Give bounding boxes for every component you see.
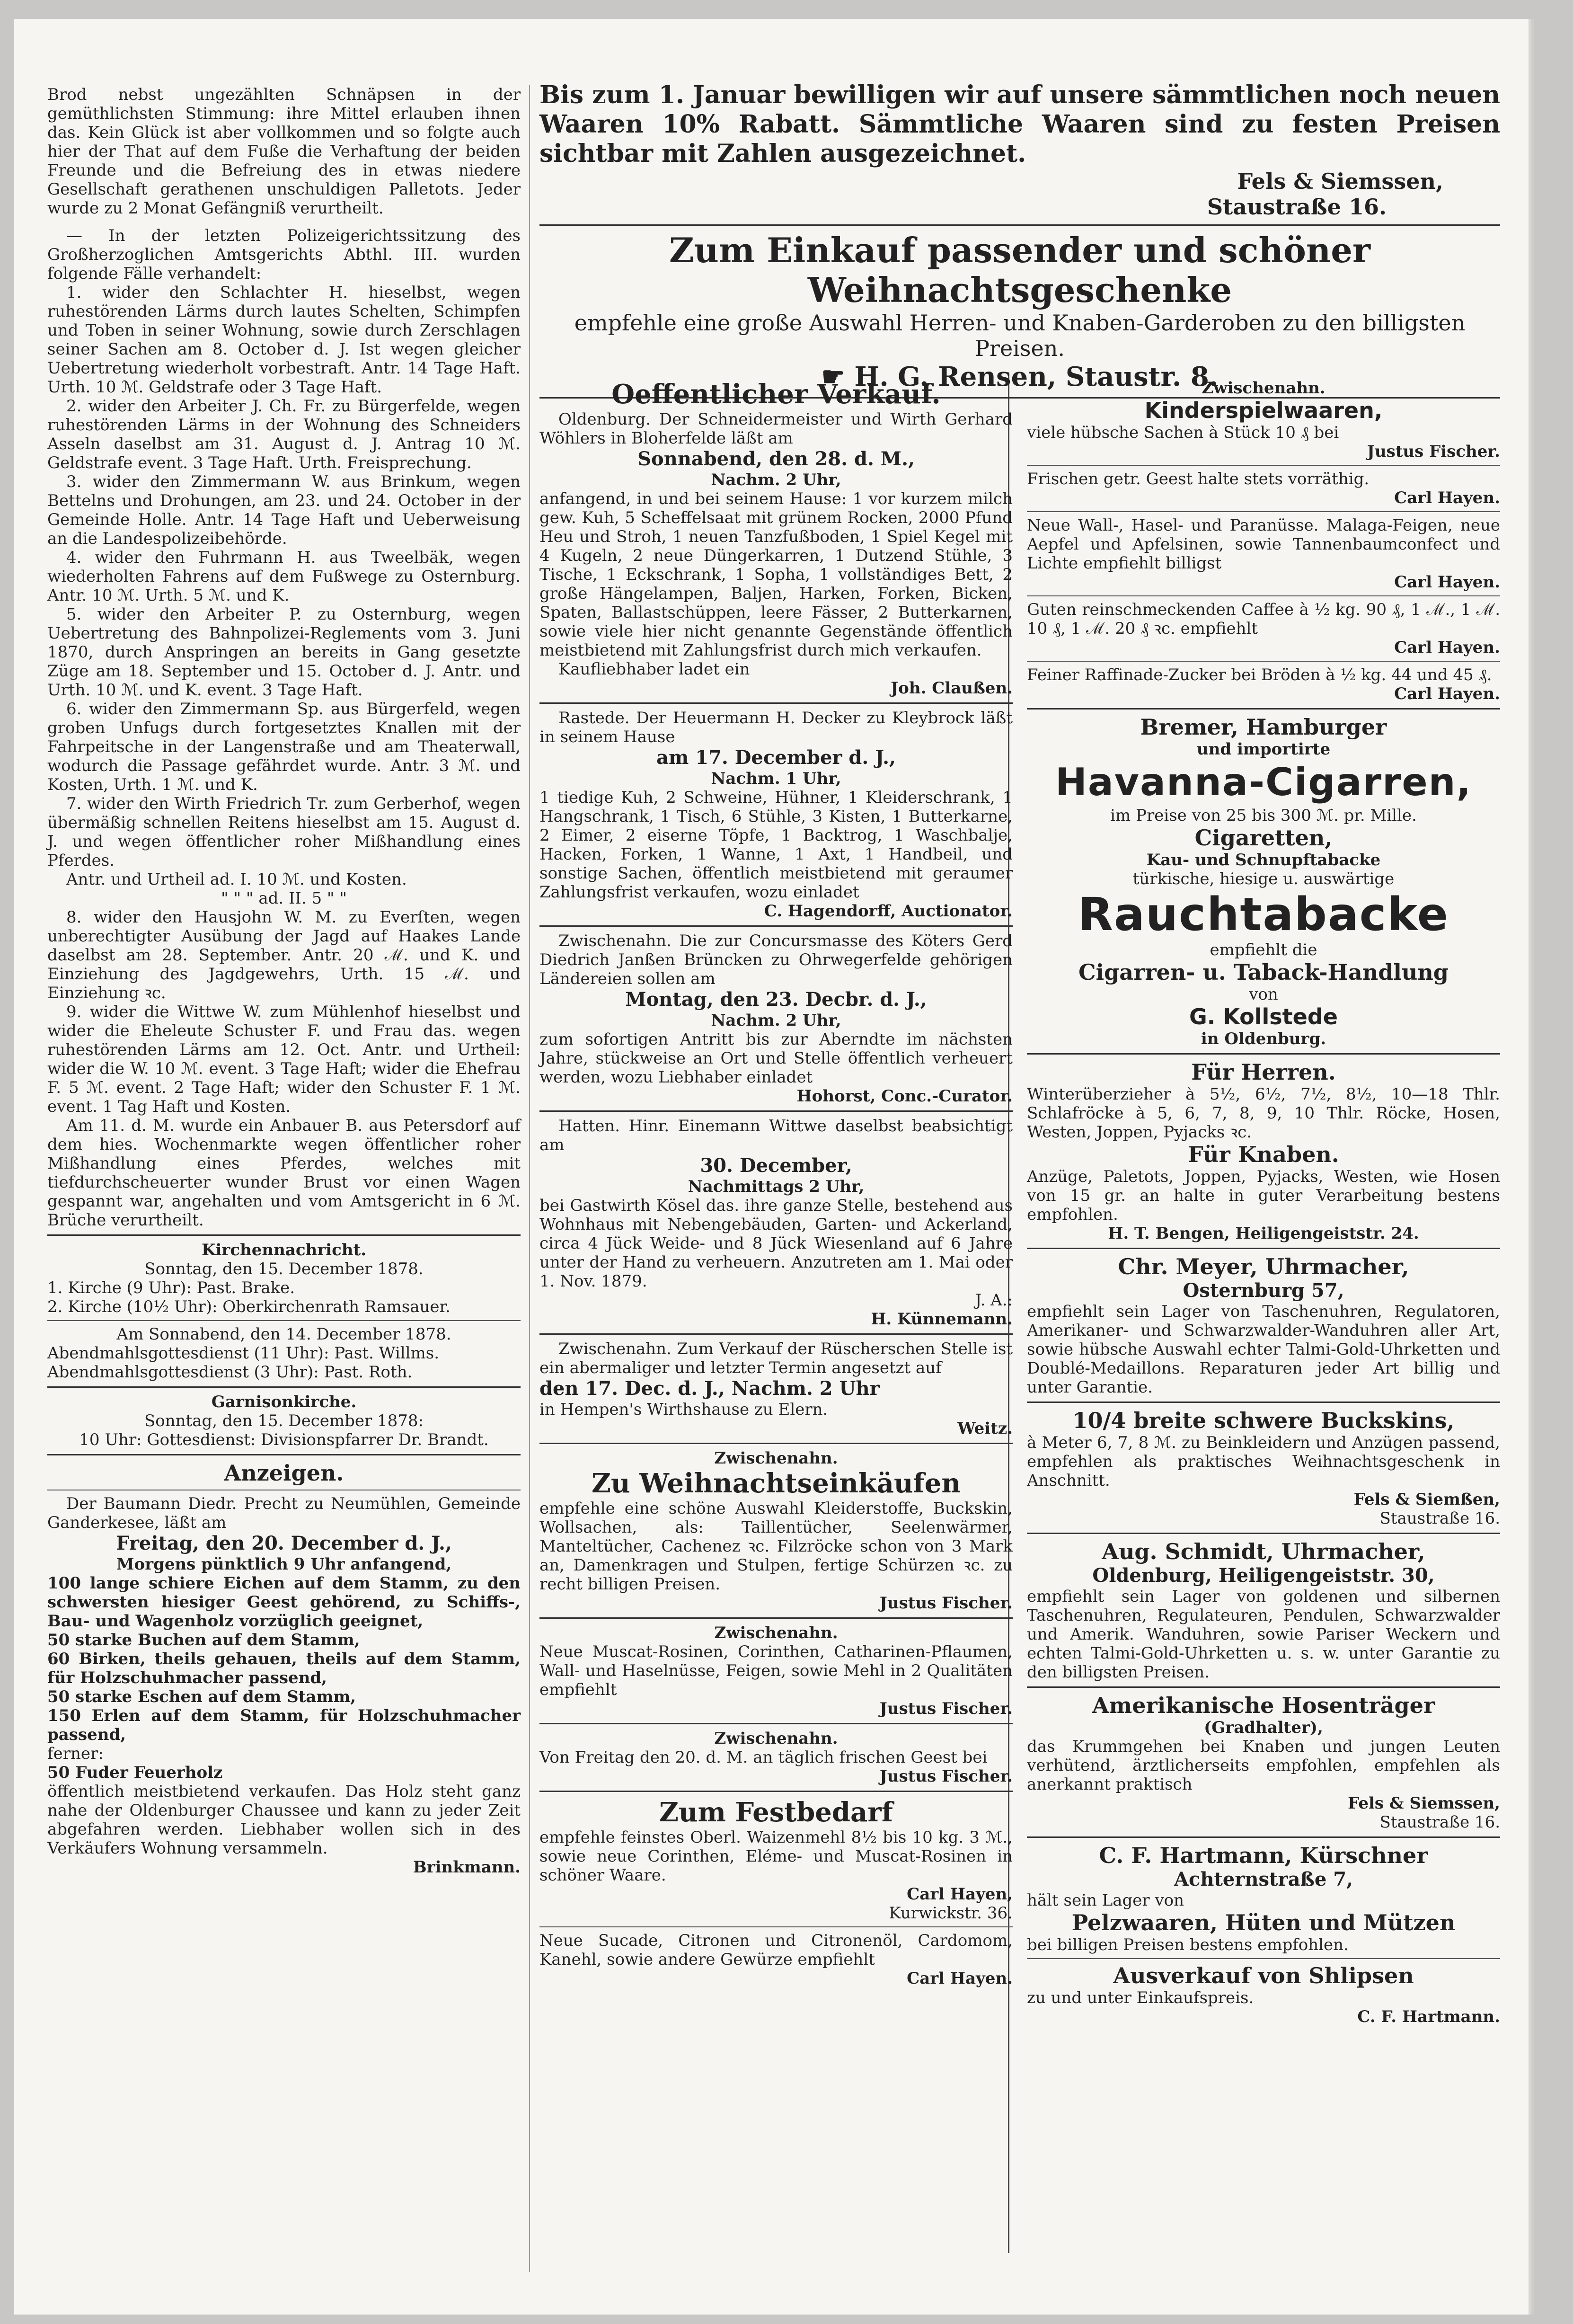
- schmidt-address: Oldenburg, Heiligengeiststr. 30,: [1092, 1564, 1435, 1587]
- bremer-title: Bremer, Hamburger: [1140, 714, 1387, 740]
- precht-signature: Brinkmann.: [413, 1858, 521, 1877]
- einkauf-text: empfehle eine große Auswahl Herren- und Knaben-Garderoben zu den billigsten Preisen.: [574, 310, 1466, 361]
- weihnacht-title: Zu Weihnachtseinkäufen: [591, 1468, 961, 1499]
- geest-text: Frischen getr. Geest halte stets vorräthig.: [1027, 470, 1370, 488]
- case-item: 3. wider den Zimmermann W. aus Brinkum, wegen Bettelns und Drohungen, am 23. und 24. October in der Gemeinde Holle. Antr. 14 Tage Haft und Ueberweisung an die Landespolizeibehörde.: [47, 472, 521, 548]
- ruscher-signature: Weitz.: [957, 1419, 1013, 1438]
- festbedarf-body: empfehle feinstes Oberl. Waizenmehl 8½ bis 10 kg. 3 ℳ., sowie neue Corinthen, Eléme- und Muscat-Rosinen in schöner Waare.: [539, 1828, 1013, 1885]
- concurs-time: Nachm. 2 Uhr,: [711, 1011, 841, 1030]
- hartmann-big: Pelzwaaren, Hüten und Mützen: [1071, 1910, 1456, 1935]
- concurs-body: zum sofortigen Antritt bis zur Aberndte im nächsten Jahre, stückweise an Ort und Stelle öffentlich verheuert werden, wozu Liebhaber einladet: [539, 1030, 1013, 1087]
- decker-signature: C. Hagendorff, Auctionator.: [764, 902, 1013, 921]
- kinder-title: Kinderspielwaaren,: [1144, 398, 1383, 423]
- muscat-body: Neue Muscat-Rosinen, Corinthen, Catharinen-Pflaumen, Wall- und Haselnüsse, Feigen, sowie Mehl in 2 Qualitäten empfiehlt: [539, 1642, 1013, 1699]
- rensen-signature: ☛ H. G. Rensen, Staustr. 8.: [821, 361, 1219, 392]
- tuerk-text: türkische, hiesige u. auswärtige: [1132, 869, 1395, 888]
- church-date: Am Sonnabend, den 14. December 1878.: [116, 1325, 451, 1344]
- cigaretten-title: Cigaretten,: [1194, 825, 1333, 851]
- kau-title: Kau- und Schnupftabacke: [1146, 851, 1381, 869]
- verkauf-time: Nachm. 2 Uhr,: [711, 470, 841, 489]
- verkauf-text: Oldenburg. Der Schneidermeister und Wirth Gerhard Wöhlers in Bloherfelde läßt am: [539, 410, 1013, 448]
- sukade-body: Neue Sucade, Citronen und Citronenöl, Cardomom, Kanehl, sowie andere Gewürze empfiehlt: [539, 1931, 1013, 1969]
- meyer-address: Osternburg 57,: [1183, 1279, 1344, 1302]
- church-line: 10 Uhr: Gottesdienst: Divisionspfarrer Dr. Brandt.: [79, 1430, 489, 1449]
- hartmann-body: hält sein Lager von: [1027, 1891, 1184, 1910]
- precht-item: 50 starke Eschen auf dem Stamm,: [47, 1687, 356, 1706]
- column-middle: [539, 379, 1013, 1988]
- weihnacht-signature: Justus Fischer.: [879, 1594, 1013, 1613]
- muscat-signature: Justus Fischer.: [879, 1699, 1013, 1718]
- schmidt-body: empfiehlt sein Lager von goldenen und silbernen Taschenuhren, Regulateuren, Pendulen, Schwarzwalder und Amerik. Wanduhren, sowie Pariser Weckern und echten Talmi-Gold-Uhrketten u. s. w. unter Garantie zu den billigsten Preisen.: [1027, 1587, 1500, 1682]
- ads-heading: Anzeigen.: [224, 1460, 344, 1486]
- weihnacht-body: empfehle eine schöne Auswahl Kleiderstoffe, Buckskin, Wollsachen, als: Taillentücher, Seelenwärmer, Manteltücher, Cachenez ꝛc. Filzröcke schon von 3 Mark an, Damenkragen und Stulpen, fertige Schürzen ꝛc. zu recht billigen Preisen.: [539, 1499, 1013, 1594]
- hatten-signature: J. A.:: [975, 1291, 1013, 1310]
- handlung-title: Cigarren- u. Taback-Handlung: [1078, 959, 1449, 985]
- geest-body: Von Freitag den 20. d. M. an täglich frischen Geest bei: [539, 1748, 988, 1767]
- case-item: 8. wider den Hausjohn W. M. zu Everſten, wegen unberechtigter Ausübung der Jagd auf Haakes Lande daselbst am 28. September. Antr. 20 ℳ. und K. und Einziehung des Jagdgewehrs, Urth. 15 ℳ. und Einziehung ꝛc.: [47, 908, 521, 1002]
- hatten-signature: H. Künnemann.: [871, 1310, 1013, 1329]
- festbedarf-address: Kurwickstr. 36.: [889, 1904, 1013, 1923]
- church-line: Abendmahlsgottesdienst (3 Uhr): Past. Roth.: [47, 1363, 413, 1382]
- havanna-price: im Preise von 25 bis 300 ℳ. pr. Mille.: [1110, 806, 1417, 825]
- buckskin-body: à Meter 6, 7, 8 ℳ. zu Beinkleidern und Anzügen passend, empfehlen als praktisches Weihnachtsgeschenk in Anschnitt.: [1027, 1433, 1500, 1490]
- buckskin-signature: Fels & Siemßen,: [1353, 1490, 1500, 1509]
- meyer-title: Chr. Meyer, Uhrmacher,: [1118, 1254, 1409, 1279]
- case-item: 4. wider den Fuhrmann H. aus Tweelbäk, wegen wiederholten Fahrens auf dem Fußwege zu Osternburg. Antr. 10 ℳ. Urth. 5 ℳ. und K.: [47, 548, 521, 605]
- festbedarf-title: Zum Festbedarf: [659, 1797, 893, 1828]
- schlips-signature: C. F. Hartmann.: [1357, 2007, 1500, 2026]
- case-item: 9. wider die Wittwe W. zum Mühlenhof hieselbst und wider die Eheleute Schuster F. und Frau das. wegen ruhestörenden Lärms am 12. Oct. Antr. und Urtheil: wider die W. 10 ℳ. event. 3 Tage Haft; wider die Ehefrau F. 5 ℳ. event. 2 Tage Haft; wider den Schuster F. 1 ℳ. event. 1 Tag Haft und Kosten.: [47, 1002, 521, 1116]
- geest-signature: Carl Hayen.: [1394, 488, 1500, 507]
- schlips-body: zu und unter Einkaufspreis.: [1027, 1988, 1254, 2007]
- church-date: Sonntag, den 15. December 1878:: [144, 1411, 424, 1430]
- precht-item: 100 lange schiere Eichen auf dem Stamm, zu den schwersten hiesiger Geest gehörend, zu Schiffs-, Bau- und Wagenholz vorzüglich geeignet,: [47, 1574, 521, 1631]
- empfiehlt-text: empfiehlt die: [1210, 940, 1317, 959]
- zucker-text: Feiner Raffinade-Zucker bei Bröden à ½ kg. 44 und 45 ₰.: [1027, 665, 1492, 684]
- buckskin-address: Staustraße 16.: [1379, 1509, 1500, 1528]
- decker-text: Rastede. Der Heuermann H. Decker zu Kleybrock läßt in seinem Hause: [539, 709, 1013, 746]
- rabatt-address: Staustraße 16.: [1207, 194, 1387, 220]
- muscat-head: Zwischenahn.: [714, 1623, 838, 1642]
- concurs-date: Montag, den 23. Decbr. d. J.,: [625, 988, 927, 1011]
- kollstede-name: G. Kollstede: [1189, 1004, 1338, 1029]
- case-item: Am 11. d. M. wurde ein Anbauer B. aus Petersdorf auf dem hies. Wochenmarkte wegen öffentlicher roher Mißhandlung eines Pferdes, welches mit tiefdurchscheuerter wunder Brust vor einen Wagen gespannt war, angehalten und vom Amtsgericht in 6 ℳ. Brüche verurtheilt.: [47, 1116, 521, 1230]
- garrison-church-title: Garnisonkirche.: [211, 1393, 357, 1411]
- knaben-title: Für Knaben.: [1188, 1142, 1339, 1167]
- precht-tail: öffentlich meistbietend verkaufen. Das Holz steht ganz nahe der Oldenburger Chaussee und kann zu jeder Zeit abgefahren werden. Liebhaber wollen sich in des Verkäufers Wohnung versammeln.: [47, 1782, 521, 1858]
- zucker-signature: Carl Hayen.: [1394, 684, 1500, 703]
- kinder-body: viele hübsche Sachen à Stück 10 ₰ bei: [1027, 423, 1339, 442]
- case-item: " " " ad. II. 5 " ": [221, 889, 347, 908]
- sukade-signature: Carl Hayen.: [907, 1969, 1013, 1988]
- buckskin-title: 10/4 breite schwere Buckskins,: [1072, 1408, 1455, 1433]
- church-date: Sonntag, den 15. December 1878.: [144, 1260, 424, 1278]
- verkauf-end: Kaufliebhaber ladet ein: [558, 660, 750, 679]
- caffee-text: Guten reinschmeckenden Caffee à ½ kg. 90 ₰, 1 ℳ., 1 ℳ. 10 ₰, 1 ℳ. 20 ₰ ꝛc. empfiehlt: [1027, 600, 1500, 638]
- precht-time: Morgens pünktlich 9 Uhr anfangend,: [116, 1555, 452, 1574]
- article-intro: Brod nebst ungezählten Schnäpsen in der gemüthlichsten Stimmung: ihre Mittel erlauben ihnen das. Kein Glück ist aber vollkommen und so folgte auch hier der That auf dem Fuße die Verhaftung der beiden Freunde und die Befreiung des in etwas niedere Gesellschaft gerathenen unschuldigen Palletots. Jeder wurde zu 2 Monat Gefängniß verurtheilt.: [47, 85, 521, 218]
- hosentraeger-title: Amerikanische Hosenträger: [1092, 1693, 1435, 1718]
- hartmann-address: Achternstraße 7,: [1174, 1868, 1353, 1890]
- hatten-date: 30. December,: [700, 1154, 852, 1177]
- church-line: 2. Kirche (10½ Uhr): Oberkirchenrath Ramsauer.: [47, 1297, 451, 1316]
- case-item: Antr. und Urtheil ad. I. 10 ℳ. und Kosten.: [66, 870, 407, 889]
- schlips-title: Ausverkauf von Shlipsen: [1113, 1963, 1414, 1988]
- church-line: 1. Kirche (9 Uhr): Past. Brake.: [47, 1278, 295, 1297]
- hatten-time: Nachmittags 2 Uhr,: [688, 1177, 865, 1196]
- case-item: 6. wider den Zimmermann Sp. aus Bürgerfeld, wegen groben Unfugs durch fortgesetztes Knallen mit der Fahrpeitsche in der Langenstraße und am Theaterwall, wodurch die Passage gefährdet wurde. Antr. 3 ℳ. und Kosten, Urth. 1 ℳ. und K.: [47, 700, 521, 794]
- ruscher-text: Zwischenahn. Zum Verkauf der Rüscherschen Stelle ist ein abermaliger und letzter Termin angesetzt auf: [539, 1339, 1013, 1377]
- hosentraeger-address: Staustraße 16.: [1379, 1813, 1500, 1832]
- precht-date: Freitag, den 20. December d. J.,: [116, 1532, 452, 1554]
- nuss-text: Neue Wall-, Hasel- und Paranüsse. Malaga-Feigen, neue Aepfel und Apfelsinen, sowie Tannenbaumconfect und Lichte empfiehlt billigst: [1027, 516, 1500, 573]
- hosentraeger-body: das Krummgehen bei Knaben und jungen Leuten verhütend, ärztlicherseits empfohlen, empfehlen als anerkannt praktisch: [1027, 1737, 1500, 1794]
- top-banner: [539, 80, 1500, 403]
- precht-item: 150 Erlen auf dem Stamm, für Holzschuhmacher passend,: [47, 1706, 521, 1744]
- precht-item: 50 Fuder Feuerholz: [47, 1763, 223, 1782]
- caffee-signature: Carl Hayen.: [1394, 638, 1500, 657]
- decker-time: Nachm. 1 Uhr,: [711, 769, 841, 788]
- hosentraeger-sub: (Gradhalter),: [1204, 1718, 1323, 1737]
- herren-title: Für Herren.: [1191, 1059, 1336, 1085]
- bengen-signature: H. T. Bengen, Heiligengeiststr. 24.: [1108, 1224, 1419, 1243]
- hatten-body: bei Gastwirth Kösel das. ihre ganze Stelle, bestehend aus Wohnhaus mit Nebengebäuden, Garten- und Ackerland, circa 4 Jück Weide- und 8 Jück Wiesenland auf 6 Jahre unter der Hand zu verheuern. Anzutreten am 1. Mai oder 1. Nov. 1879.: [539, 1196, 1013, 1291]
- verkauf-body: anfangend, in und bei seinem Hause: 1 vor kurzem milch gew. Kuh, 5 Scheffelsaat mit grünem Rocken, 2000 Pfund Heu und Stroh, 1 neuen Tanzfußboden, 1 Spiel Kegel mit 4 Kugeln, 2 neue Düngerkarren, 1 Dutzend Stühle, 3 Tische, 1 Eckschrank, 1 Sopha, 1 vollständiges Bett, 2 große Hängelampen, Baljen, Harken, Forken, Bicken, Spaten, Ballastschüppen, leere Fässer, 2 Butterkarnen, sowie viele hier nicht genannte Gegenstände öffentlich meistbietend mit Zahlungsfrist durch mich verkaufen.: [539, 489, 1013, 660]
- knaben-body: Anzüge, Paletots, Joppen, Pyjacks, Westen, wie Hosen von 15 gr. an halte in guter Verarbeitung bestens empfohlen.: [1027, 1167, 1500, 1224]
- decker-date: am 17. December d. J.,: [656, 746, 896, 769]
- weihnacht-head: Zwischenahn.: [714, 1449, 838, 1468]
- hatten-text: Hatten. Hinr. Einemann Wittwe daselbst beabsichtigt am: [539, 1117, 1013, 1154]
- kinder-head: Zwischenahn.: [1202, 379, 1326, 398]
- hartmann-title: C. F. Hartmann, Kürschner: [1099, 1843, 1428, 1868]
- hosentraeger-signature: Fels & Siemssen,: [1348, 1794, 1500, 1813]
- geest-head: Zwischenahn.: [714, 1729, 838, 1748]
- precht-item: 60 Birken, theils gehauen, theils auf dem Stamm, für Holzschuhmacher passend,: [47, 1650, 521, 1687]
- meyer-body: empfiehlt sein Lager von Taschenuhren, Regulatoren, Amerikaner- und Schwarzwalder-Wanduhren aller Art, sowie hübsche Auswahl echter Talmi-Gold-Uhrketten und Doublé-Medaillons. Reparaturen jeder Art billig und unter Garantie.: [1027, 1302, 1500, 1397]
- festbedarf-signature: Carl Hayen,: [907, 1885, 1013, 1904]
- church-line: Abendmahlsgottesdienst (11 Uhr): Past. Willms.: [47, 1344, 440, 1363]
- police-court-intro: — In der letzten Polizeigerichtssitzung des Großherzoglichen Amtsgerichts Abthl. III. wurden folgende Fälle verhandelt:: [47, 226, 521, 283]
- hartmann-end: bei billigen Preisen bestens empfohlen.: [1027, 1935, 1349, 1954]
- geest-signature: Justus Fischer.: [879, 1767, 1013, 1786]
- precht-item: ferner:: [47, 1744, 104, 1763]
- concurs-signature: Hohorst, Conc.-Curator.: [796, 1087, 1013, 1106]
- rabatt-ad: Bis zum 1. Januar bewilligen wir auf unsere sämmtlichen noch neuen Waaren 10% Rabatt. Sämmtliche Waaren sind zu festen Preisen sichtbar mit Zahlen ausgezeichnet.: [539, 80, 1500, 168]
- precht-intro: Der Baumann Diedr. Precht zu Neumühlen, Gemeinde Ganderkesee, läßt am: [47, 1494, 521, 1532]
- rauchtabacke-title: Rauchtabacke: [1078, 888, 1449, 941]
- rabatt-firm: Fels & Siemssen,: [1237, 169, 1443, 194]
- concurs-text: Zwischenahn. Die zur Concursmasse des Köters Gerd Diedrich Janßen Brüncken zu Ohrwegerfelde gehörigen Ländereien sollen am: [539, 931, 1013, 988]
- column-divider: [529, 85, 530, 2272]
- von-text: von: [1249, 985, 1278, 1004]
- ruscher-place: in Hempen's Wirthshause zu Elern.: [539, 1400, 828, 1419]
- precht-item: 50 starke Buchen auf dem Stamm,: [47, 1631, 360, 1650]
- verkauf-date: Sonnabend, den 28. d. M.,: [637, 448, 915, 470]
- herren-body: Winterüberzieher à 5½, 6½, 7½, 8½, 10—18 Thlr. Schlafröcke à 5, 6, 7, 8, 9, 10 Thlr. Röcke, Hosen, Westen, Joppen, Pyjacks ꝛc.: [1027, 1085, 1500, 1142]
- case-item: 2. wider den Arbeiter J. Ch. Fr. zu Bürgerfelde, wegen ruhestörenden Lärms in der Wohnung des Schneiders Asseln daselbst am 31. August d. J. Antrag 10 ℳ. Geldstrafe event. 3 Tage Haft. Urth. Freisprechung.: [47, 397, 521, 472]
- verkauf-signature: Joh. Claußen.: [891, 679, 1013, 698]
- case-item: 7. wider den Wirth Friedrich Tr. zum Gerberhof, wegen übermäßig schnellen Reitens hieselbst am 15. August d. J. und wegen öffentlicher roher Mißhandlung eines Pferdes.: [47, 794, 521, 870]
- case-item: 5. wider den Arbeiter P. zu Osternburg, wegen Uebertretung des Bahnpolizei-Reglements vom 3. Juni 1870, durch Anspringen an bereits in Gang gesetzte Züge am 18. September und 15. October d. J. Antr. und Urth. 10 ℳ. und K. event. 3 Tage Haft.: [47, 605, 521, 700]
- ruscher-date: den 17. Dec. d. J., Nachm. 2 Uhr: [539, 1377, 880, 1400]
- havanna-title: Havanna-Cigarren,: [1055, 760, 1472, 804]
- case-item: 1. wider den Schlachter H. hieselbst, wegen ruhestörenden Lärms durch lautes Schelten, Schimpfen und Toben in seiner Wohnung, sowie durch Zerschlagen seiner Sachen am 8. October d. J. Ist wegen gleicher Uebertretung wiederholt vorbestraft. Antr. 14 Tage Haft. Urth. 10 ℳ. Geldstrafe oder 3 Tage Haft.: [47, 283, 521, 397]
- einkauf-title: Zum Einkauf passender und schöner Weihnachtsgeschenke: [669, 230, 1370, 310]
- verkauf-title: Oeffentlicher Verkauf.: [611, 379, 941, 410]
- church-news-title: Kirchennachricht.: [201, 1241, 367, 1260]
- kinder-signature: Justus Fischer.: [1367, 442, 1500, 461]
- schmidt-title: Aug. Schmidt, Uhrmacher,: [1102, 1539, 1425, 1564]
- column-right: [1027, 379, 1500, 2026]
- decker-body: 1 tiedige Kuh, 2 Schweine, Hühner, 1 Kleiderschrank, 1 Hangschrank, 1 Tisch, 6 Stühle, 3 Kisten, 1 Butterkarne, 2 Eimer, 2 eiserne Töpfe, 1 Backtrog, 1 Waschbalje, Hacken, Forken, 1 Wanne, 1 Axt, 1 Handbeil, und sonstige Sachen, öffentlich meistbietend mit geraumer Zahlungsfrist verkaufen, wozu einladet: [539, 788, 1013, 902]
- nuss-signature: Carl Hayen.: [1394, 573, 1500, 592]
- kollstede-city: in Oldenburg.: [1201, 1029, 1326, 1048]
- column-left: [47, 85, 521, 1877]
- bremer-und: und importirte: [1196, 740, 1331, 759]
